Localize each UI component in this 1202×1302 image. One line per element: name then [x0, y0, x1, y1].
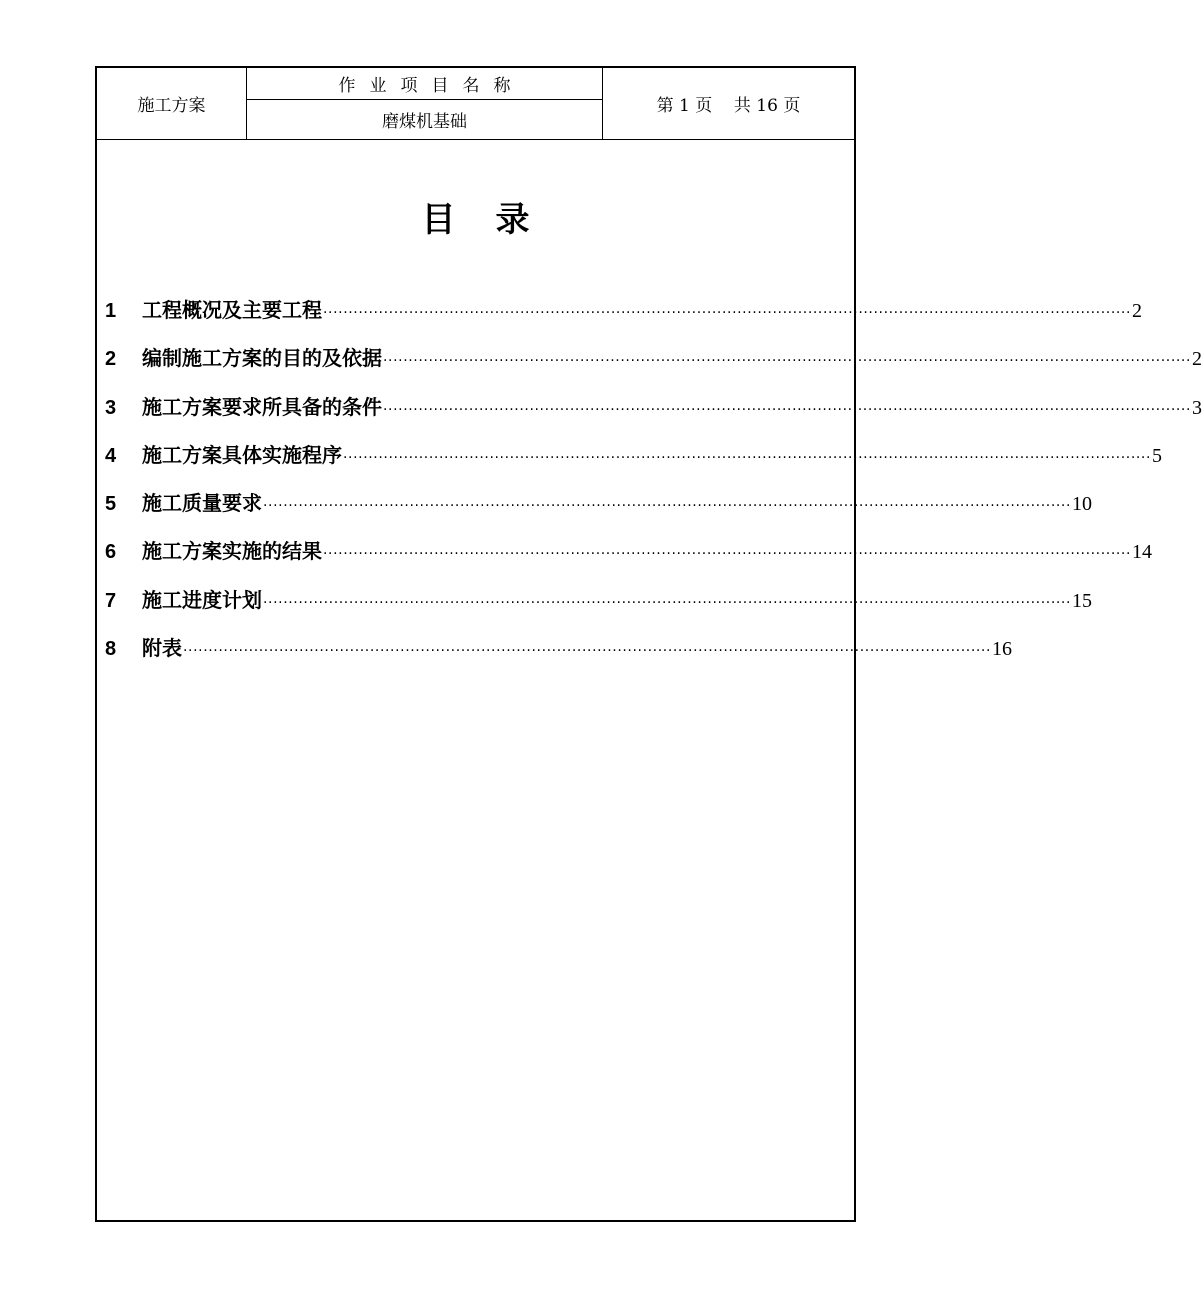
toc-leader-dots: ································································································································································	[343, 449, 1152, 466]
toc-item[interactable]	[105, 487, 1093, 535]
project-cell	[247, 68, 603, 139]
toc-item[interactable]	[105, 391, 1202, 439]
toc-item-label: 附表	[142, 636, 182, 661]
doc-type-cell: 施工方案	[97, 68, 247, 139]
toc-leader-dots: ································································································································································	[323, 546, 1132, 563]
toc-item-label: 工程概况及主要工程	[142, 298, 322, 322]
toc-item-label: 施工方案要求所具备的条件	[142, 394, 382, 419]
toc-leader-dots: ································································································································································	[263, 594, 1072, 611]
toc-item-label: 施工进度计划	[142, 587, 262, 612]
toc-leader-dots: ································································································································································	[383, 401, 1192, 418]
project-label: 作业项目名称	[247, 68, 602, 100]
toc-item-number: 2	[105, 348, 117, 371]
toc-item-number: 3	[105, 396, 117, 419]
project-name: 磨煤机基础	[382, 112, 467, 132]
toc-item-page: 10	[1072, 493, 1093, 516]
toc-leader-dots: ································································································································································	[263, 498, 1072, 515]
toc-item-label: 施工方案实施的结果	[142, 539, 322, 564]
toc-item-number: 5	[105, 493, 117, 516]
toc-leader-dots: ································································································································································	[323, 305, 1132, 321]
document-frame	[95, 66, 1202, 1222]
toc-item-label: 施工方案具体实施程序	[142, 442, 342, 467]
toc-item[interactable]	[105, 342, 1202, 390]
page-info-cell: 第 1 页 共 16 页	[656, 96, 801, 116]
toc-item-number: 6	[105, 541, 117, 564]
toc-item-page: 3	[1192, 396, 1202, 419]
toc-item-label: 施工质量要求	[142, 491, 262, 516]
toc-item-number: 4	[105, 444, 117, 467]
toc-item[interactable]	[105, 294, 1143, 342]
header-table	[97, 68, 854, 140]
toc-item-page: 15	[1072, 589, 1093, 612]
toc-leader-dots: ································································································································································	[383, 353, 1192, 370]
toc-item[interactable]	[105, 584, 1093, 632]
toc-item-page: 5	[1152, 444, 1163, 467]
toc-title: 目录	[421, 200, 570, 240]
table-of-contents	[105, 294, 1202, 680]
toc-item-page: 2	[1192, 348, 1202, 371]
toc-item-page: 2	[1132, 300, 1143, 322]
toc-item[interactable]	[105, 535, 1153, 583]
toc-item-number: 7	[105, 589, 117, 612]
toc-item-page: 14	[1132, 541, 1153, 564]
toc-item-number: 1	[105, 300, 117, 322]
toc-item-page: 16	[992, 638, 1013, 661]
toc-item-number: 8	[105, 638, 117, 661]
toc-item-label: 编制施工方案的目的及依据	[142, 346, 382, 371]
toc-item[interactable]	[105, 632, 1013, 680]
toc-item[interactable]	[105, 439, 1163, 487]
toc-leader-dots: ································································································································································	[183, 643, 992, 660]
